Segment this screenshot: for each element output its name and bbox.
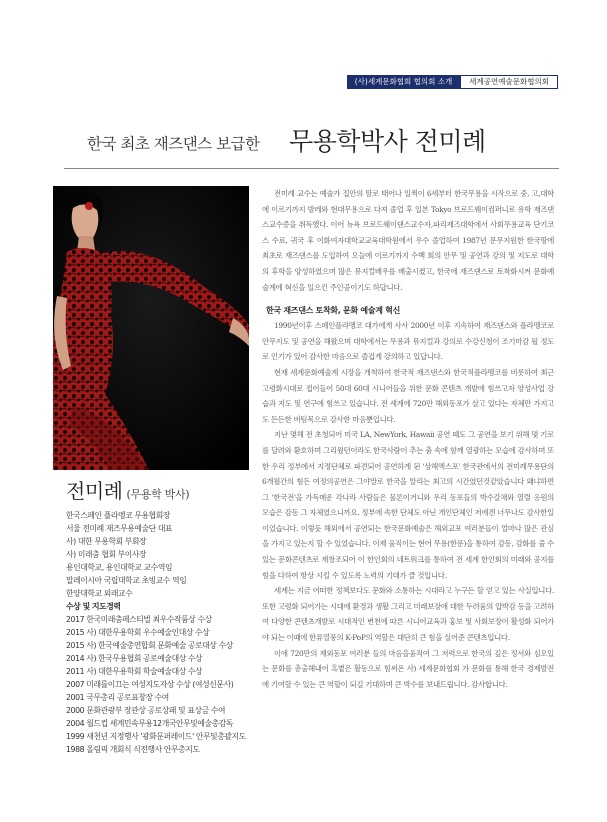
profile-role: (무용학 박사) xyxy=(126,488,190,501)
body-paragraph: 현재 세계문화예술계 시장을 개척하여 한국적 재즈댄스와 한국적플라멩코를 비롯하여 최근 고령화시대로 접어들어 50대 60대 시니어들을 위한 문화 콘텐츠 개발에 힘쓰고자 양성사업 강습과 지도 및 연구에 힘쓰고 있습니다. 전 세계에 720만 해외동포가 살고 있다는 자체만 가지고도 든든한 버팀목으로 감사한 마음뿐입니다. xyxy=(262,367,554,424)
article-body xyxy=(262,186,554,692)
body-paragraph: 1990년이후 스페인플라멩코 대가에게 사사 2000년 이후 지속하여 재즈댄스와 플라멩코로 안무지도 및 공연을 해왔으며 대학에서는 무용과 뮤지컬과 강의로 수강신청이 조기마감 될 정도로 인기가 있어 감사한 마음으로 즐겁게 강의하고 있답니다. xyxy=(262,321,554,362)
profile-item: 한국스페인 플라멩코 무용협회장 xyxy=(66,511,171,520)
profile-item: 용인대학교, 용인대학교 교수역임 xyxy=(66,563,173,572)
award-item: 2011 사) 대한무용학회 학술예술대상 수상 xyxy=(66,667,203,676)
award-item: 2007 미래를이끄는 여성지도자상 수상 (여성신문사) xyxy=(66,680,234,689)
award-item: 1988 올림픽 개회식 식전행사 안무총지도 xyxy=(66,745,200,754)
intro-paragraph: 전미례 교수는 예술가 집안의 딸로 태어나 일찍이 6세부터 한국무용을 시작으로 중, 고,대학에 이르기까지 발레와 현대무용으로 다져 졸업 후 일본 Tokyo 브로드웨이컴퍼니로 유학 재즈댄스교수증을 취득했다. 이어 뉴욕 브로드웨이댄스교수자,파리재즈대학에서 사회무용교육 단기코스 수료, 귀국 후 이화여자대학교교육대학원에서 우수 졸업하여 1987년 문무지원한 한국땅에 최초로 재즈댄스를 도입하여 오늘에 이르기까지 수백 회의 안무 및 공연과 강의 및 지도로 대학의 후학을 양성하였으며 많은 뮤지컬배우를 배출시켰고, 한국에 재즈댄스로 토착화시켜 문화예술계에 혁신을 일으킨 주인공이기도 하답니다. xyxy=(262,189,554,292)
section-tags xyxy=(347,75,558,89)
body-paragraph: 이에 720만의 재외동포 여러분 들의 마음을움직여 그 저력으로 한국의 깊은 정서와 심오있는 문화를 총출해내어 흑볕은 활동으로 힘써온 사) 세계문화협회 가 문화를 통해 한국 경제발전에 기여할 수 있는 큰 역할이 되길 기대하며 큰 박수를 보내드립니다. 감사합니다. xyxy=(262,648,554,689)
section-heading: 한국 재즈댄스 토착화, 문화 예술계 혁신 xyxy=(266,306,401,316)
dancer-photo xyxy=(53,186,249,470)
profile-item: 말레이시아 국립대학교 초빙교수 역임 xyxy=(66,576,187,585)
tag-council-name: 세계공연예술문화협의회 xyxy=(460,75,558,89)
body-paragraph: 지난 몇해 전 초청되어 미국 LA, NewYork, Hawaii 공연 때도 그 공연을 보기 위해 몇 기로를 달려와 환호하며 그리웠던이라도 한국사람이 추는 춤 속에 함께 열광하는 모습에 감사하며 또한 우리 정부에서 지정단체로 파견되어 공연하게 된 '상해엑스포' 한국관에서의 전미례무용단의 6개월간의 힘든 여정의공연은 그야말로 한국을 알리는 최고의 시간였던것같았습니다 왜냐하면 그 '한국전'을 가득메운 각나라 사람들은 물론이거니와 우리 동포들의 박수갈채와 열렬 응원의 모습은 감동 그 자체였으니까요. 정부에 속한 단체도 아닌 개인단체인 저에겐 너무나도 감사한일이었습니다. 이렇듯 해외에서 공연되는 한국문화예술은 해외교포 여러분들이 얼마나 많은 관심을 가지고 있는지 할 수 있었습니다. 이제 움직이는 현어 무용(한문)을 통하여 감동, 감화를 줄 수 있는 문화콘텐츠로 재창조되어 이 한인회의 네트워크를 통하여 전 세계 한인회의 미래와 공지를 힘을 다하여 항상 시킬 수 있도록 노력의 기대가 클 것입니다. xyxy=(262,430,554,580)
title-divider xyxy=(64,168,559,169)
award-item: 2000 문화관광부 장관상 공로상패 및 표상금 수여 xyxy=(66,706,226,715)
profile-name: 전미례 xyxy=(66,479,123,503)
profile-item: 사) 미래춤 협회 부이사장 xyxy=(66,550,147,559)
profile-item: 한양대학교 외래교수 xyxy=(66,589,133,598)
award-item: 2017 한국미래춤페스티벌 최우수작품상 수상 xyxy=(66,615,212,624)
award-item: 1999 새천년 지정행사 '광화문퍼레이드' 안무및총괄지도 xyxy=(66,732,246,741)
award-item: 2004 월드컵 세계민속무용12개국안무및예술총감독 xyxy=(66,719,234,728)
award-item: 2015 사) 한국예술총연합회 문화예술 공로대상 수상 xyxy=(66,641,233,650)
title-block xyxy=(87,122,577,162)
flamenco-dancer-illustration xyxy=(53,186,249,470)
profile-item: 서울 전미례 재즈무용예술단 대표 xyxy=(66,524,173,533)
award-item: 2015 사) 대한무용학회 우수예술인대상 수상 xyxy=(66,628,210,637)
article-subtitle: 한국 최초 재즈댄스 보급한 xyxy=(87,135,260,153)
award-item: 2014 사) 한국무용협회 공로예술대상 수상 xyxy=(66,654,203,663)
profile-panel xyxy=(66,475,256,756)
tag-association-intro: (사)세계문화협회 협의회 소개 xyxy=(347,75,461,89)
profile-item: 사) 대한 무용학회 부회장 xyxy=(66,537,147,546)
profile-name-line xyxy=(66,475,256,504)
profile-list xyxy=(66,509,256,756)
award-item: 2001 국무총리 공로표창장 수여 xyxy=(66,693,169,702)
awards-heading: 수상 및 지도경력 xyxy=(66,602,121,611)
body-paragraph: 세계는 지금 어떠한 정책보다도 문화와 소통하는 시대라고 누구든 할 얻고 있는 사실입니다. 또한 고령화 되어가는 시대에 환경과 생활 그리고 미래보장에 대한 두려움의 압박감 등을 고려하여 다양한 콘텐츠개발로 시대적인 변천에 따른 시니어교육과 홍보 및 사회보장이 활성화 되어가야 되는 이때에 한류열풍의 K-PoP의 역할은 대단히 큰 힘을 실어준 콘텐츠입니다. xyxy=(262,586,554,643)
article-title: 무용학박사 전미례 xyxy=(289,127,486,156)
